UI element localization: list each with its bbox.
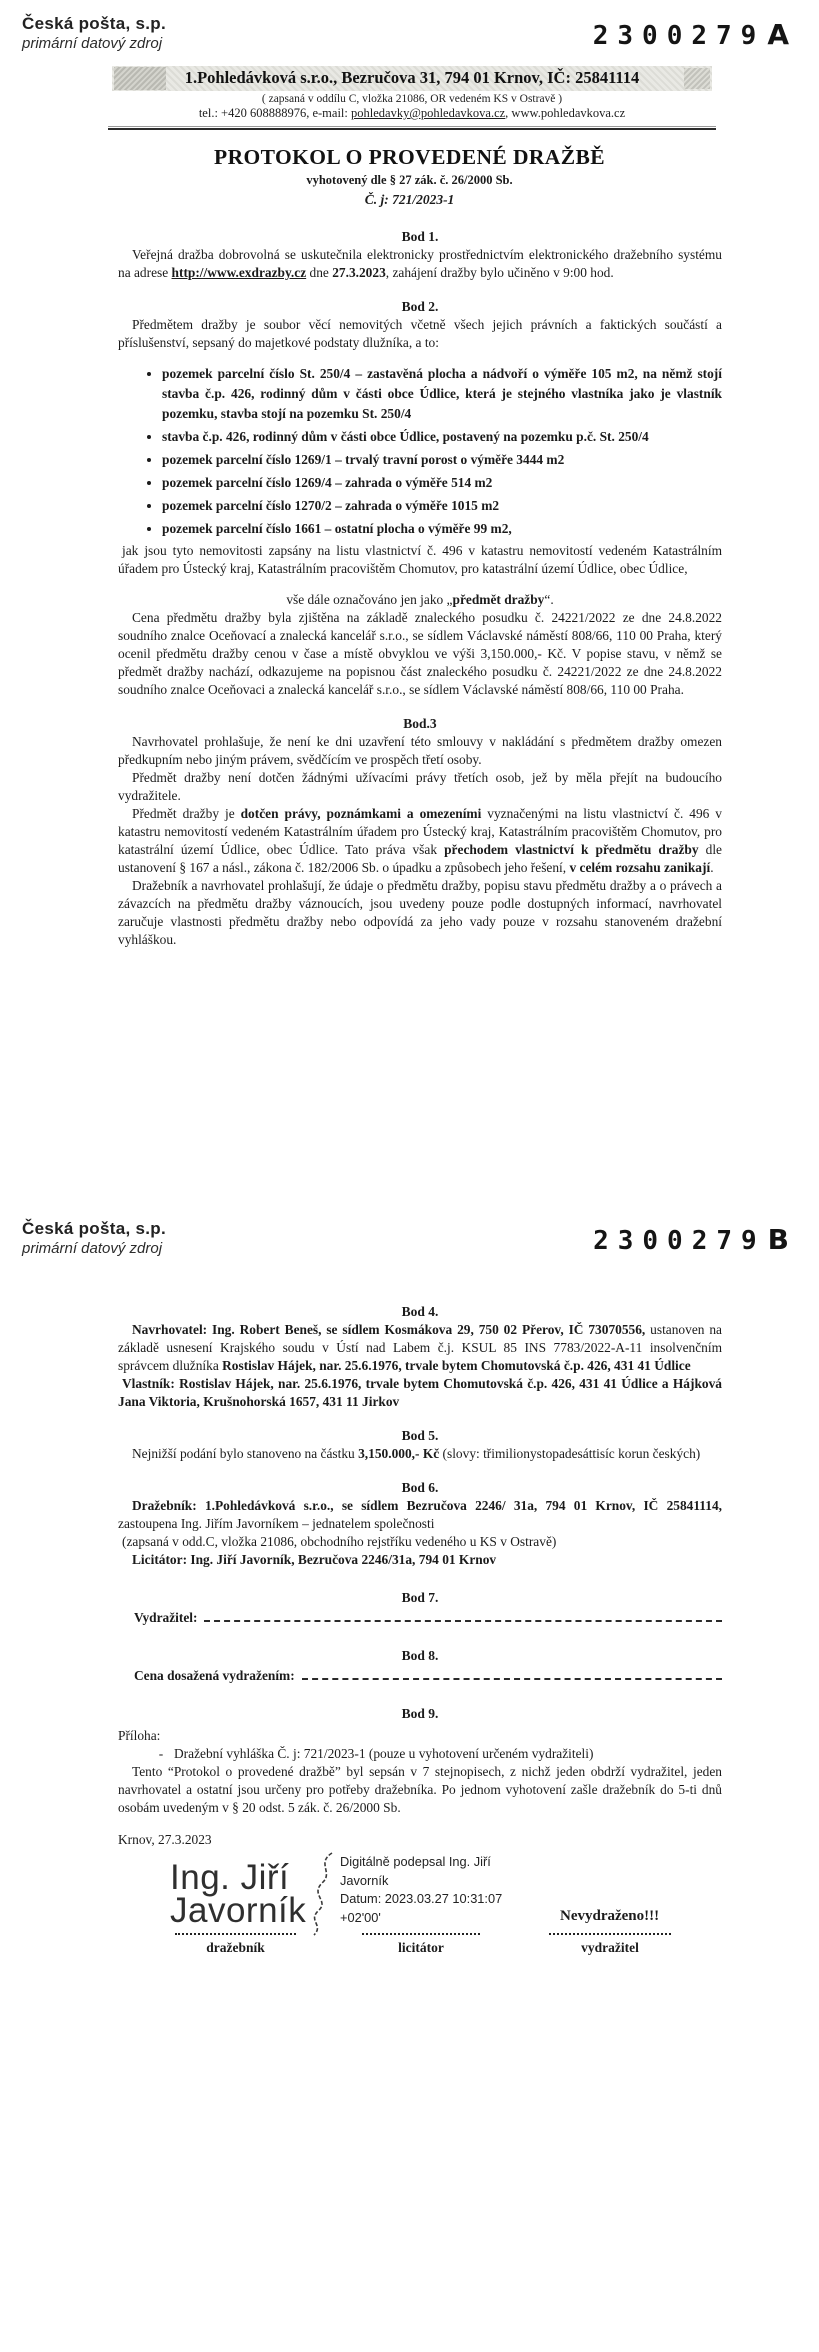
property-item: • pozemek parcelní číslo 1270/2 – zahrada o výměře 1015 m2 [162,496,722,516]
company-name-band [112,66,712,91]
postal-stamp-row [0,1205,819,1267]
document-title: PROTOKOL O PROVEDENÉ DRAŽBĚ [214,145,605,169]
letterhead-divider [108,126,716,130]
auctioneer-name: Dražebník: 1.Pohledávková s.r.o., se sídlem Bezručova 2246/ 31a, 794 01 Krnov, IČ 25841114, [132,1498,722,1513]
bod6-registry-note: (zapsaná v odd.C, vložka 21086, obchodního rejstříku vedeného u KS v Ostravě) [122,1534,557,1549]
auction-date: 27.3.2023 [332,265,386,280]
letterhead [112,66,712,121]
bod1-paragraph [118,246,722,282]
section-bod1-heading: Bod 1. [401,229,439,244]
document-subtitle: vyhotovený dle § 27 zák. č. 26/2000 Sb. [306,173,513,187]
role-label-licitator: licitátor [398,1940,444,1955]
contact-phone: tel.: +420 608888976, e-mail: [198,106,351,120]
bod1-text: Veřejná dražba dobrovolná se uskutečnila elektronicky prostřednictvím elektronického dražebního systému na adrese [118,247,722,280]
winner-label: Vydražitel: [134,1610,198,1625]
document-number: 2300279 [592,21,766,51]
bod3-bold-rights: dotčen právy, poznámkami a omezeními [240,806,482,821]
company-registry-line: ( zapsaná v oddílu C, vložka 21086, OR vedeném KS v Ostravě ) [261,93,563,105]
section-bod5-heading: Bod 5. [401,1428,439,1443]
digital-signature-line1: Digitálně podepsal Ing. Jiří [340,1854,491,1869]
auctioneer-signature-name [170,1858,307,1930]
property-list [146,364,722,539]
company-name: 1.Pohledávková s.r.o., Bezručova 31, 794 01 Krnov, IČ: 25841114 [184,68,640,87]
attachment-item [118,1745,722,1763]
postal-stamp-row [0,0,819,62]
bod3-bold-expire: v celém rozsahu zanikají [569,860,711,875]
bod3-text4: . [710,860,714,875]
digital-signature-line2: Javorník [340,1872,389,1888]
page1-content [118,228,722,949]
scan-noise-blob-right [684,68,710,89]
postal-sender-name: Česká pošta, s.p. [22,1219,166,1238]
bod6-text: zastoupena Ing. Jiřím Javorníkem – jednatelem společnosti [118,1516,435,1531]
property-item: • pozemek parcelní číslo 1269/4 – zahrada o výměře 514 m2 [162,473,722,493]
attachment-bullet: - [158,1746,164,1761]
bod3-bold-transfer: přechodem vlastnictví k předmětu dražby [444,842,699,857]
bod2-intro-paragraph: Předmětem dražby je soubor věcí nemovitých včetně všech jejich právních a faktických součástí a příslušenství, sepsaný do majetkové podstaty dlužníka, a to: [118,317,722,350]
signature-line-winner [549,1933,671,1935]
property-item: • pozemek parcelní číslo St. 250/4 – zastavěná plocha a nádvoří o výměře 105 m2, na němž stojí stavba č.p. 426, rodinný dům v části obce Údlice, která je stejného vlastníka jako je vlastník pozemku, stavba stojí na pozemku St. 250/4 [162,364,722,424]
property-item: • pozemek parcelní číslo 1661 – ostatní plocha o výměře 99 m2, [162,519,722,539]
document-page-2 [0,1205,819,1985]
digital-signature-text [340,1853,555,1927]
auction-site-link: http://www.exdrazby.cz [171,265,307,280]
section-bod7-heading: Bod 7. [401,1590,439,1605]
contact-email: pohledavky@pohledavkova.cz [351,106,506,120]
property-item: • pozemek parcelní číslo 1269/1 – trvalý travní porost o výměře 3444 m2 [162,450,722,470]
contact-separator: , [505,106,512,120]
bod5-paragraph [118,1445,722,1463]
document-number-stamp [593,18,789,51]
owner-paragraph: Vlastník: Rostislav Hájek, nar. 25.6.1976, trvale bytem Chomutovská č.p. 426, 431 41 Údlice a Hájková Jana Viktoria, Krušnohorská 1657, 431 11 Jirkov [118,1376,722,1409]
page2-content [118,1303,722,1985]
role-label-winner: vydražitel [581,1940,639,1955]
company-contact-line [112,106,712,121]
attachment-text: Dražební vyhláška Č. j: 721/2023-1 (pouze u vyhotovení určeném vydražiteli) [174,1746,594,1761]
postal-sender-name: Česká pošta, s.p. [22,14,166,33]
price-paragraph: Cena předmětu dražby byla zjištěna na základě znaleckého posudku č. 24221/2022 ze dne 24.8.2022 soudního znalce Oceňovací a znalecká kancelář s.r.o., se sídlem Václavské náměstí 808/66, 110 00 Praha, který ocenil předmětu dražby cenou v čase a místě obvyklou ve výši 3,150.000,- Kč. V popise stavu, v němž se předmět dražby nachází, odkazujeme na popisnou část znaleckého posudku č. 24221/2022 ze dne 24.8.2022 soudního znalce Oceňovaci a znalecká kancelář s.r.o., se sídlem Václavské náměstí 808/66, 110 00 Praha. [118,610,722,697]
signature-name-line1: Ing. Jiří [170,1858,290,1897]
section-bod2-heading: Bod 2. [401,299,439,314]
section-bod4-heading: Bod 4. [401,1304,439,1319]
document-number-suffix: B [767,1223,789,1256]
signature-line-licitator [362,1933,480,1935]
bod3-paragraph-1: Navrhovatel prohlašuje, že není ke dni uzavření této smlouvy v nakládání s předmětem dražby omezen předkupním nebo jiným právem, svědčícím ve prospěch třetí osoby. [118,734,722,767]
bod2-outro-paragraph: jak jsou tyto nemovitosti zapsány na listu vlastnictví č. 496 v katastru nemovitostí vedeném Katastrálním úřadem pro Ústecký kraj, Katastrálním pracovištěm Chomutov, pro katastrální území Údlice, obec Údlice, [118,543,722,576]
digital-signature-line3: Datum: 2023.03.27 10:31:07 [340,1891,503,1906]
minimum-bid-amount: 3,150.000,- Kč [358,1446,440,1461]
bod3-text2: vyznačenými na listu vlastnictví č. 496 v katastru nemovitostí vedeném Katastrálním úřadem pro Ústecký kraj, Katastrálním pracovištěm Chomutov, pro katastrální území Údlice, obec Údlice. Tato práva však [118,806,723,857]
bod3-paragraph-2: Předmět dražby není dotčen žádnými užívacími právy třetích osob, jež by měla přejít na budoucího vydražitele. [118,770,722,803]
achieved-price-label: Cena dosažená vydražením: [134,1668,295,1683]
bod5-text: Nejnižší podání bylo stanoveno na částku [132,1446,359,1461]
achieved-price-blank-line [302,1667,722,1680]
scan-noise-blob-left [114,67,166,90]
section-bod8-heading: Bod 8. [401,1648,439,1663]
digital-signature-line4: +02'00' [340,1909,381,1925]
bod5-text2: (slovy: třimilionystopadesáttisíc korun českých) [439,1446,701,1461]
alias-term: předmět dražby [452,592,545,607]
place-date-line: Krnov, 27.3.2023 [118,1832,212,1847]
achieved-price-row [118,1667,722,1685]
document-page-1 [0,0,819,949]
closing-paragraph: Tento “Protokol o provedené dražbě” byl sepsán v 7 stejnopisech, z nichž jeden obdrží vydražitel, jeden navrhovatel a ostatní jsou určeny pro potřeby dražebníka. Po jednom vyhotovení zašle dražebník do 5-ti dnů osobám uvedeným v § 20 odst. 5 zák. č. 26/2000 Sb. [118,1764,722,1815]
postal-sender-subtitle: primární datový zdroj [22,35,163,52]
case-number: Č. j: 721/2023-1 [364,192,455,207]
attachment-label: Příloha: [118,1728,161,1743]
document-number-stamp [593,1223,789,1256]
alias-line [118,591,722,609]
bod3-text: Předmět dražby je [132,806,241,821]
signature-squiggle-icon [306,1851,340,1937]
property-item: • stavba č.p. 426, rodinný dům v části obce Údlice, postavený na pozemku p.č. St. 250/4 [162,427,722,447]
signature-name-line2: Javorník [170,1891,307,1930]
document-number: 2300279 [593,1226,766,1256]
winner-row [118,1609,722,1627]
postal-sender-stamp [22,1219,166,1258]
bod4-text: ustanoven na základě usnesení Krajského soudu v Ústí nad Labem č.j. KSUL 85 INS 7783/2022-A-11 insolvenčním správcem dlužníka [118,1322,722,1373]
role-label-auctioneer: dražebník [206,1940,265,1955]
bod3-text3: dle ustanovení § 167 a násl., zákona č. 182/2006 Sb. o úpadku a způsobech jeho řešení, [118,842,722,875]
postal-sender-subtitle: primární datový zdroj [22,1240,163,1257]
bod4-paragraph [118,1321,722,1375]
section-bod9-heading: Bod 9. [401,1706,439,1721]
postal-sender-stamp [22,14,166,53]
contact-website: www.pohledavkova.cz [511,106,626,120]
bod1-text2: dne [306,265,333,280]
alias-suffix: “. [544,592,554,607]
bod3-paragraph-3 [118,805,722,877]
proposer-name: Navrhovatel: Ing. Robert Beneš, se sídlem Kosmákova 29, 750 02 Přerov, IČ 73070556, [132,1322,646,1337]
bod6-paragraph [118,1497,722,1533]
licitator-line: Licitátor: Ing. Jiří Javorník, Bezručova 2246/31a, 794 01 Krnov [132,1552,497,1567]
signature-block [118,1855,722,1985]
document-number-suffix: A [767,18,789,51]
section-bod3-heading: Bod.3 [403,716,437,731]
section-bod6-heading: Bod 6. [401,1480,439,1495]
bod1-text3: , zahájení dražby bylo učiněno v 9:00 hod. [385,265,614,280]
alias-prefix: vše dále označováno jen jako „ [286,592,453,607]
bod3-paragraph-4: Dražebník a navrhovatel prohlašují, že údaje o předmětu dražby, popisu stavu předmětu dražby a o právech a závazcích na předmětu dražby váznoucích, jsou uvedeny pouze podle dostupných informací, navrhovatel zaručuje vlastnosti předmětu dražby nebo odpovídá za jeho vady pouze v rozsahu stanoveném dražební vyhláškou. [118,878,722,947]
winner-blank-line [204,1609,722,1622]
signature-line-auctioneer [175,1933,296,1935]
not-auctioned-note: Nevydraženo!!! [560,1908,660,1924]
debtor-name: Rostislav Hájek, nar. 25.6.1976, trvale bytem Chomutovská č.p. 426, 431 41 Údlice [222,1358,691,1373]
